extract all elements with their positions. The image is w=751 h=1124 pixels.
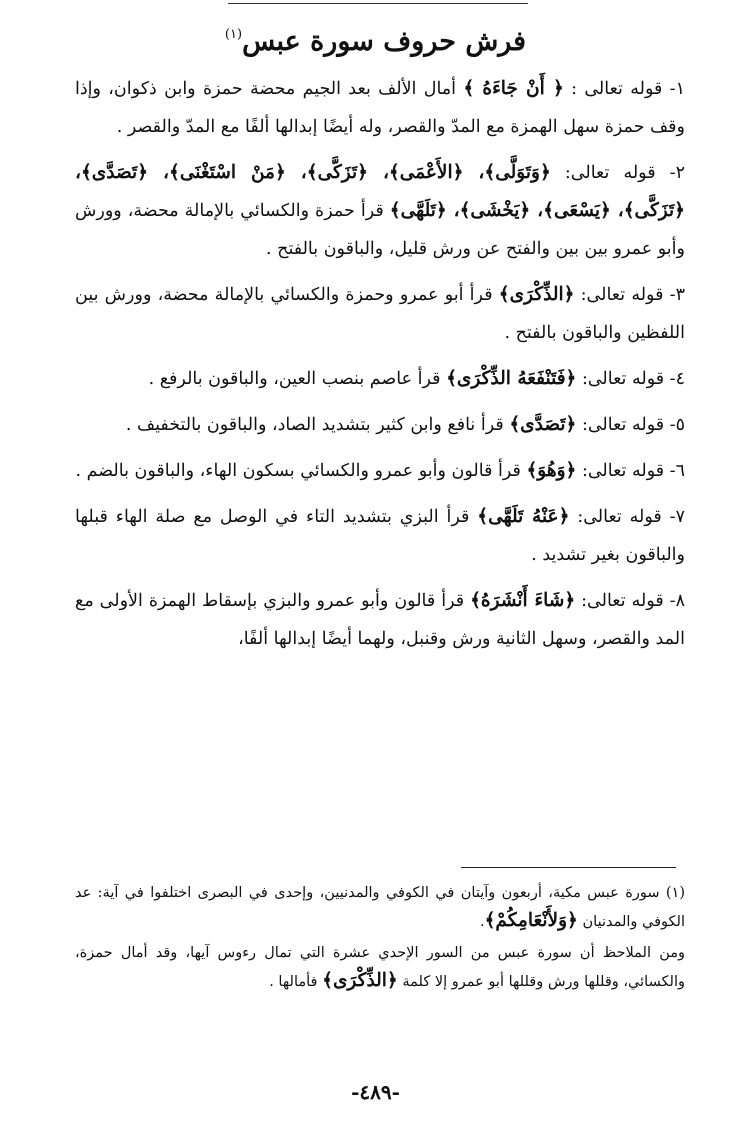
footnote-end: . — [479, 914, 485, 930]
entry-7 — [75, 498, 685, 574]
quran-quote: ﴿الذِّكْرَى﴾ — [322, 970, 398, 991]
chapter-title — [225, 26, 526, 57]
entry-text: قرأ حمزة والكسائي بالإمالة محضة، وورش وأبو عمرو بين بين والفتح عن ورش قليل، والباقون بالفتح . — [75, 201, 685, 259]
entry-1 — [75, 70, 685, 146]
entry-text: قرأ نافع وابن كثير بتشديد الصاد، والباقون بالتخفيف . — [125, 415, 510, 435]
main-body — [75, 70, 685, 666]
footnote-1 — [75, 880, 685, 936]
quran-quote: ﴿وَهُوَ﴾ — [526, 460, 577, 481]
chapter-heading — [0, 22, 751, 62]
entry-number: ٣- — [663, 285, 685, 305]
entry-2 — [75, 154, 685, 268]
entry-intro: قوله تعالى : — [563, 79, 663, 99]
footnote-text: (١) سورة عبس مكية، أربعون وآيتان في الكوفي والمدنيين، وإحدى في البصرى اختلفوا في آية: عد الكوفي والمدنيان — [75, 885, 685, 930]
footnotes — [75, 880, 685, 1000]
entry-intro: قوله تعالى: — [574, 285, 664, 305]
entry-intro: قوله تعالى: — [569, 507, 662, 527]
entry-4 — [75, 360, 685, 398]
entry-intro: قوله تعالى: — [576, 461, 665, 481]
page-number: -٤٨٩- — [351, 1080, 400, 1104]
entry-number: ٨- — [663, 591, 685, 611]
entry-text: قرأ البزي بتشديد التاء في الوصل مع صلة الهاء قبلها والباقون بغير تشديد . — [75, 507, 685, 565]
entry-text: قرأ قالون وأبو عمرو والبزي بإسقاط الهمزة الأولى مع المد والقصر، وسهل الثانية ورش وقنبل، ولهما أيضًا إبدالها ألفًا، — [75, 591, 685, 649]
entry-number: ٦- — [664, 461, 685, 481]
entry-intro: قوله تعالى: — [575, 591, 664, 611]
entry-intro: قوله تعالى: — [576, 415, 665, 435]
entry-intro: قوله تعالى: — [550, 163, 656, 183]
footnote-text: ومن الملاحظ أن سورة عبس من السور الإحدي عشرة التي تمال رءوس آيها، وقد أمال حمزة، والكسائي، وقللها ورش وقللها أبو عمرو إلا كلمة — [75, 945, 685, 990]
quran-quote: ﴿شَاءَ أَنْشَرَهُ﴾ — [470, 590, 576, 611]
footnote-end: فأمالها . — [269, 974, 323, 990]
entry-number: ٢- — [655, 163, 685, 183]
entry-3 — [75, 276, 685, 352]
entry-6 — [75, 452, 685, 490]
quran-quote: ﴿الذِّكْرَى﴾ — [498, 284, 575, 305]
footnote-separator — [461, 867, 676, 868]
entry-number: ٤- — [664, 369, 685, 389]
entry-number: ٧- — [661, 507, 685, 527]
entry-text: قرأ عاصم بنصب العين، والباقون بالرفع . — [148, 369, 447, 389]
quran-quote: ﴿وَلأَنْعَامِكُمْ﴾ — [484, 910, 578, 931]
footnote-2 — [75, 940, 685, 996]
top-rule — [228, 3, 528, 4]
entry-intro: قوله تعالى: — [576, 369, 665, 389]
quran-quote: ﴿ أَنْ جَاءَهُ ﴾ — [463, 78, 564, 99]
quran-quote: ﴿عَنْهُ تَلَهَّى﴾ — [477, 506, 570, 527]
entry-5 — [75, 406, 685, 444]
entry-number: ١- — [662, 79, 685, 99]
entry-text: أمال الألف بعد الجيم محضة حمزة وابن ذكوان، وإذا وقف حمزة سهل الهمزة مع المدّ والقصر، وله أيضًا إبدالها ألفًا مع المدّ والقصر . — [75, 79, 685, 137]
quran-quote: ﴿وَتَوَلَّى﴾، ﴿الأَعْمَى﴾، ﴿تَزَكَّى﴾، ﴿مَنْ اسْتَغْنَى﴾، ﴿تَصَدَّى﴾، ﴿تَزَكَّى﴾، ﴿يَسْعَى﴾، ﴿يَخْشَى﴾، ﴿تَلَهَّى﴾ — [75, 162, 685, 221]
entry-number: ٥- — [664, 415, 685, 435]
entry-text: قرأ قالون وأبو عمرو والكسائي بسكون الهاء، والباقون بالضم . — [75, 461, 527, 481]
entry-8 — [75, 582, 685, 658]
entry-text: قرأ أبو عمرو وحمزة والكسائي بالإمالة محضة، وورش بين اللفظين والباقون بالفتح . — [75, 285, 685, 343]
quran-quote: ﴿تَصَدَّى﴾ — [509, 414, 577, 435]
chapter-title-text: فرش حروف سورة عبس — [242, 26, 527, 57]
quran-quote: ﴿فَتَنْفَعَهُ الذِّكْرَى﴾ — [446, 368, 577, 389]
footnote-marker: (١) — [224, 27, 243, 42]
